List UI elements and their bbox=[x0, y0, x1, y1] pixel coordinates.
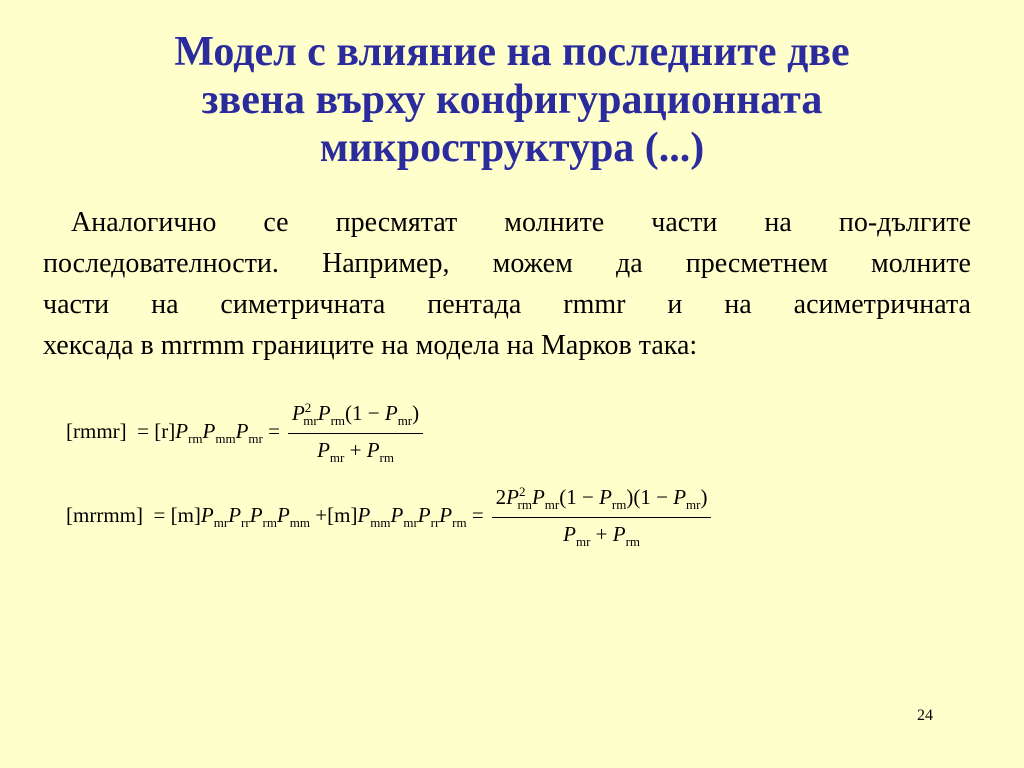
label-r: [r] bbox=[154, 419, 176, 443]
paragraph-line-3: части на симетричната пентада rmmr и на асиметричната bbox=[43, 289, 971, 320]
equation-mrrmm bbox=[66, 484, 711, 550]
body-paragraph bbox=[43, 202, 971, 366]
paragraph-line-2: последователности. Например, можем да пресметнем молните bbox=[43, 248, 971, 279]
equation-rmmr bbox=[66, 400, 423, 466]
title-line-1: Модел с влияние на последните две bbox=[174, 29, 850, 75]
fraction-numerator: $2P^2_{rm}P_{mr}(1 - P_{rm})(1 - P_{mr})$ bbox=[495, 484, 708, 512]
equation-rmmr-fraction bbox=[288, 400, 423, 466]
label-rmmr: [rmmr] bbox=[66, 419, 127, 443]
paragraph-line-4: хексада в mrrmm границите на модела на Марков така: bbox=[43, 330, 698, 361]
fraction-denominator: $P_{mr} + P_{rm}$ bbox=[317, 438, 394, 465]
page-number: 24 bbox=[917, 707, 933, 724]
label-m: [m] bbox=[170, 503, 201, 527]
fraction-denominator: $P_{mr} + P_{rm}$ bbox=[563, 522, 641, 549]
title-line-3: микроструктура (...) bbox=[319, 125, 705, 171]
equation-mrrmm-fraction bbox=[492, 484, 712, 550]
paragraph-line-1: Аналогично се пресмятат молните части на по-дългите bbox=[71, 207, 971, 238]
label-mrrmm: [mrrmm] bbox=[66, 503, 143, 527]
slide-title bbox=[60, 28, 964, 172]
fraction-numerator: $P^2_{mr}P_{rm}(1 - P_{mr})$ bbox=[291, 400, 420, 428]
equation-mrrmm-lhs: [mrrmm] = $[m]P_{mr}P_{rr}P_{rm}P_{mm} +[m]P_{mm}P_{mr}P_{rr}P_{rm}$ = bbox=[66, 503, 484, 530]
equation-rmmr-lhs: [rmmr] = $[r]P_{rm}P_{mm}P_{mr}$ = bbox=[66, 419, 280, 446]
title-line-2: звена върху конфигурационната bbox=[201, 77, 823, 123]
label-m-2: [m] bbox=[327, 503, 358, 527]
